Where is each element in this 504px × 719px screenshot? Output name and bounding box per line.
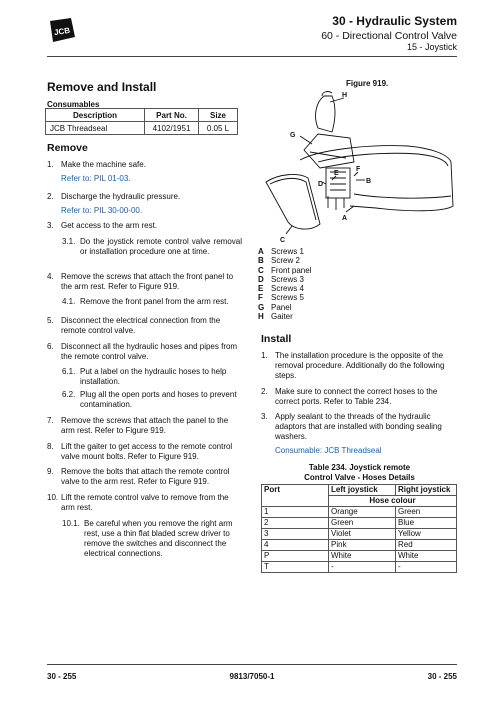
column-header: Right joystick bbox=[396, 485, 457, 496]
reference-link[interactable]: Refer to: PIL 01-03. bbox=[61, 174, 131, 183]
table-row: 1 Orange Green bbox=[262, 507, 457, 518]
column-header: Size bbox=[199, 109, 238, 122]
legend-item: E Screws 4 bbox=[258, 284, 304, 294]
joystick-grip bbox=[322, 92, 332, 96]
hoses-table bbox=[261, 484, 457, 573]
arm-rest-top bbox=[318, 153, 448, 166]
reference-link[interactable]: Consumable: JCB Threadseal bbox=[275, 446, 382, 455]
step-text: Disconnect all the hydraulic hoses and pipes from the remote control valve. bbox=[61, 342, 238, 361]
section-title: Remove and Install bbox=[47, 80, 157, 94]
table-row: 3 Violet Yellow bbox=[262, 529, 457, 540]
logo-text: JCB bbox=[53, 25, 71, 38]
legend-item: G Panel bbox=[258, 302, 292, 312]
table-cell: 0.05 L bbox=[199, 122, 238, 135]
table-row: T - - bbox=[262, 562, 457, 573]
callout-label: H bbox=[342, 92, 348, 99]
install-heading: Install bbox=[261, 333, 292, 345]
step-text: Remove the front panel from the arm rest. bbox=[80, 297, 229, 306]
table-header-row bbox=[46, 109, 238, 122]
legend-item: H Gaiter bbox=[258, 312, 293, 322]
table-header-row bbox=[262, 485, 457, 496]
subsection-title: 15 - Joystick bbox=[406, 42, 457, 52]
step-text: Put a label on the hydraulic hoses to help installation. bbox=[80, 367, 227, 386]
step-text: Discharge the hydraulic pressure. bbox=[61, 192, 181, 201]
table-row: P White White bbox=[262, 551, 457, 562]
table-cell: 4102/1951 bbox=[145, 122, 199, 135]
legend-item: F Screws 5 bbox=[258, 293, 304, 303]
joystick-figure bbox=[258, 88, 458, 246]
callout-label: G bbox=[290, 132, 296, 139]
step-text: Remove the bolts that attach the remote control valve to the arm rest. Refer to Figure 919. bbox=[61, 467, 230, 486]
front-panel bbox=[266, 175, 320, 230]
step-text: Remove the screws that attach the panel to the arm rest. Refer to Figure 919. bbox=[61, 416, 229, 435]
legend-item: A Screws 1 bbox=[258, 247, 304, 256]
legend-item: C Front panel bbox=[258, 265, 312, 275]
callout-label: C bbox=[280, 237, 286, 244]
section-subtitle: 60 - Directional Control Valve bbox=[321, 30, 457, 42]
table-row: 4 Pink Red bbox=[262, 540, 457, 551]
callout-label: A bbox=[342, 215, 348, 222]
column-header: Part No. bbox=[145, 109, 199, 122]
callout-label: F bbox=[356, 166, 361, 173]
page-number-left: 30 - 255 bbox=[47, 672, 77, 681]
column-header: Left joystick bbox=[329, 485, 396, 496]
reference-link[interactable]: Refer to: PIL 30-00-00. bbox=[61, 206, 143, 215]
column-header: Description bbox=[46, 109, 145, 122]
header-divider bbox=[47, 56, 457, 57]
callout-label: E bbox=[334, 170, 339, 177]
step-text: Make the machine safe. bbox=[61, 160, 146, 169]
step-text: Do the joystick remote control valve removal or installation procedure one at time. bbox=[80, 237, 242, 256]
table-row: 2 Green Blue bbox=[262, 518, 457, 529]
jcb-logo bbox=[47, 17, 77, 43]
arm-rest-body bbox=[300, 146, 453, 211]
callout-label: D bbox=[318, 181, 324, 188]
step-text: Disconnect the electrical connection from the remote control valve. bbox=[61, 316, 221, 335]
figure-title: Figure 919. bbox=[346, 79, 389, 88]
step-text: Lift the remote control valve to remove from the arm rest. bbox=[61, 493, 229, 512]
footer-divider bbox=[47, 664, 457, 665]
arm-rest-lower bbox=[354, 194, 451, 198]
step-text: Get access to the arm rest. bbox=[61, 221, 158, 230]
document-number: 9813/7050-1 bbox=[229, 672, 275, 681]
page-number-right: 30 - 255 bbox=[427, 672, 457, 681]
legend-item: B Screw 2 bbox=[258, 256, 300, 266]
step-text: Make sure to connect the correct hoses to the correct ports. Refer to Table 234. bbox=[275, 387, 438, 406]
hoses-table-title: Table 234. Joystick remote Control Valve - Hoses Details bbox=[304, 463, 415, 482]
column-subheader: Hose colour bbox=[329, 496, 457, 507]
remove-heading: Remove bbox=[47, 142, 88, 154]
consumables-table bbox=[45, 108, 238, 135]
step-text: Be careful when you remove the right arm rest, use a thin flat bladed screw driver to remove the switches and disconnect the electrical connections. bbox=[84, 519, 233, 558]
step-text: The installation procedure is the opposite of the removal procedure. Additionally do the following steps. bbox=[275, 351, 445, 380]
legend-item: D Screws 3 bbox=[258, 274, 304, 284]
table-row bbox=[46, 122, 238, 135]
figure-legend bbox=[258, 247, 311, 321]
consumables-label: Consumables bbox=[47, 100, 100, 109]
step-text: Lift the gaiter to get access to the remote control valve mount bolts. Refer to Figure 919. bbox=[61, 442, 233, 461]
callout-label: B bbox=[366, 178, 372, 185]
step-text: Apply sealant to the threads of the hydraulic adaptors that are installed with bonding sealing washers. bbox=[275, 412, 442, 441]
chapter-title: 30 - Hydraulic System bbox=[332, 14, 457, 28]
column-header: Port bbox=[262, 485, 329, 507]
step-text: Remove the screws that attach the front panel to the arm rest. Refer to Figure 919. bbox=[61, 272, 234, 291]
step-text: Plug all the open ports and hoses to prevent contamination. bbox=[80, 390, 237, 409]
table-cell: JCB Threadseal bbox=[46, 122, 145, 135]
